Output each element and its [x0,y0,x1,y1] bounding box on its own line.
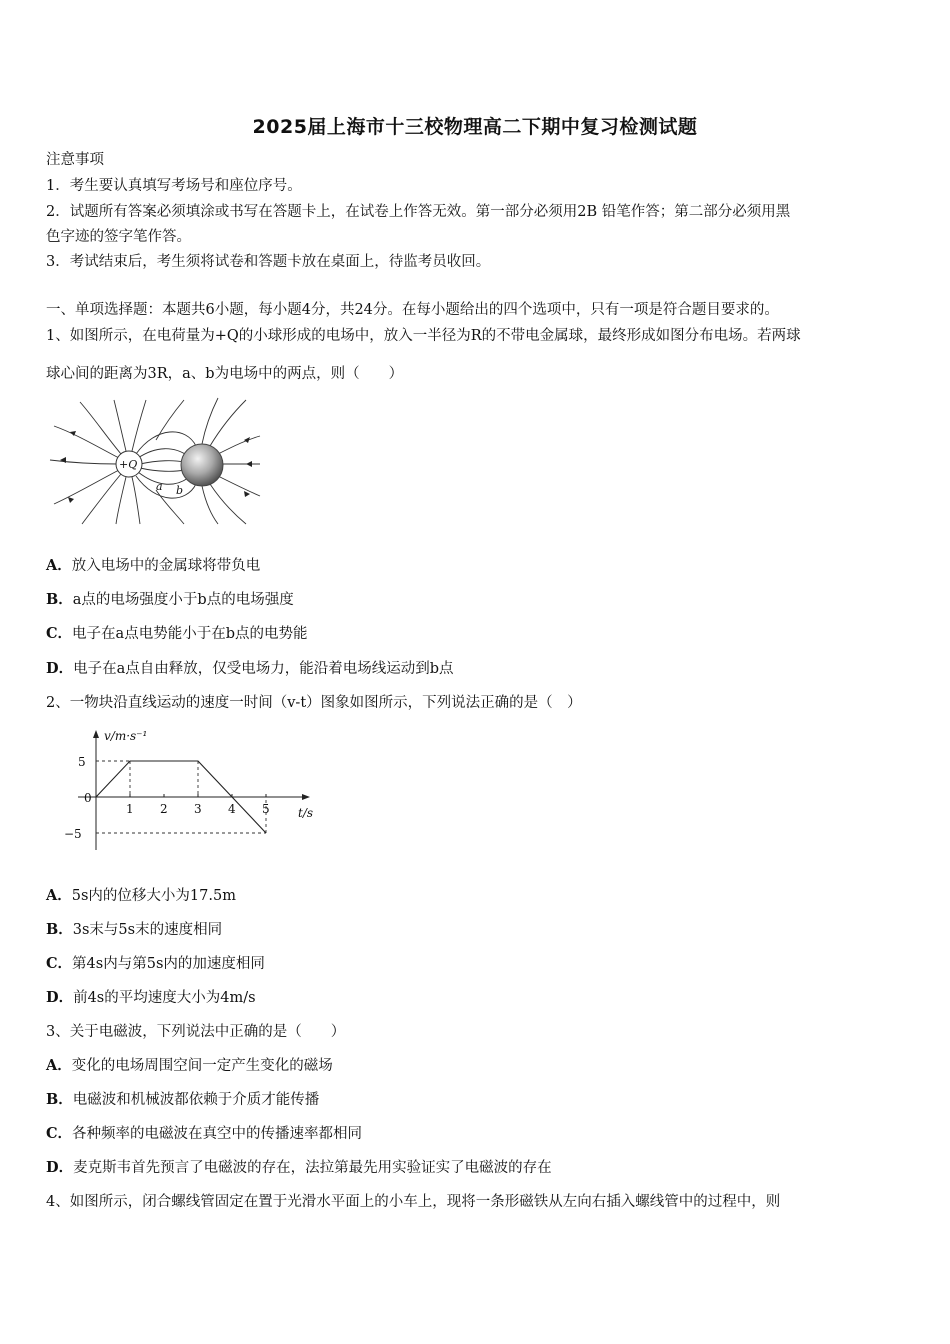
q3-option-b [46,1090,916,1110]
option-label: B． [46,591,73,608]
q1-option-a [46,556,916,576]
q2-option-d [46,988,916,1008]
x-axis-arrow [302,794,310,800]
option-label: A． [46,1057,72,1074]
option-text: 电子在a点电势能小于在b点的电势能 [72,626,308,642]
option-text: 前4s的平均速度大小为4m/s [73,990,256,1006]
q3-option-c [46,1124,916,1144]
q2-option-b [46,920,916,940]
vt-graph [58,726,338,856]
option-text: 3s末与5s末的速度相同 [72,922,223,938]
q3-stem: 3、关于电磁波，下列说法中正确的是（ ） [46,1024,346,1040]
option-text: 变化的电场周围空间一定产生变化的磁场 [71,1058,333,1074]
option-label: A． [46,887,72,904]
option-label: C． [46,955,73,972]
option-label: D． [46,989,74,1006]
q2-stem: 2、一物块沿直线运动的速度一时间（v-t）图象如图所示，下列说法正确的是（ ） [46,695,582,711]
option-label: A． [46,557,72,574]
option-label: C． [46,625,73,642]
x-tick-label: 4 [228,802,236,816]
x-axis-label: t/s [298,806,314,820]
q1-stem-line1: 1、如图所示，在电荷量为+Q的小球形成的电场中，放入一半径为R的不带电金属球，最终形成如图分布电场。若两球 [46,328,801,344]
q1-option-d [46,659,916,679]
note-item: 2．试题所有答案必须填涂或书写在答题卡上，在试卷上作答无效。第一部分必须用2B 铅笔作答；第二部分必须用黑 [46,204,791,220]
option-text: 各种频率的电磁波在真空中的传播速率都相同 [72,1126,363,1142]
y-axis-arrow [93,730,99,738]
q1-stem-line2: 球心间的距离为3R，a、b为电场中的两点，则（ ） [46,366,404,382]
charge-label: +Q [119,458,138,471]
x-tick-label: 0 [84,791,92,805]
q4-stem: 4、如图所示，闭合螺线管固定在置于光滑水平面上的小车上，现将一条形磁铁从左向右插入螺线管中的过程中，则 [46,1194,781,1210]
option-text: 电磁波和机械波都依赖于介质才能传播 [72,1092,320,1108]
section-header: 一、单项选择题：本题共6小题，每小题4分，共24分。在每小题给出的四个选项中，只有一项是符合题目要求的。 [46,302,779,318]
y-tick-label: 5 [78,755,86,769]
y-axis-label: v/m·s⁻¹ [104,729,148,743]
option-text: 放入电场中的金属球将带负电 [71,558,261,574]
q1-option-b [46,590,916,610]
option-text: 麦克斯韦首先预言了电磁波的存在，法拉第最先用实验证实了电磁波的存在 [73,1160,552,1176]
x-tick-label: 2 [160,802,168,816]
option-label: B． [46,1091,73,1108]
q2-option-c [46,954,916,974]
option-text: a点的电场强度小于b点的电场强度 [72,592,294,608]
option-label: B． [46,921,73,938]
note-item: 1．考生要认真填写考场号和座位序号。 [46,178,302,194]
notes-heading: 注意事项 [46,152,104,168]
q2-option-a [46,886,916,906]
page-title: 2025届上海市十三校物理高二下期中复习检测试题 [252,116,698,138]
electric-field-figure [46,396,262,526]
point-a-label: a [156,480,163,493]
q3-option-a [46,1056,916,1076]
note-item: 3．考试结束后，考生须将试卷和答题卡放在桌面上，待监考员收回。 [46,254,491,270]
note-item: 色字迹的签字笔作答。 [46,229,191,245]
option-label: D． [46,660,74,677]
x-tick-label: 1 [126,802,134,816]
option-text: 第4s内与第5s内的加速度相同 [72,956,265,972]
option-text: 电子在a点自由释放，仅受电场力，能沿着电场线运动到b点 [73,661,454,677]
option-label: D． [46,1159,74,1176]
y-tick-label: −5 [64,827,82,841]
option-text: 5s内的位移大小为17.5m [71,888,236,904]
x-tick-label: 3 [194,802,202,816]
q3-option-d [46,1158,916,1178]
x-tick-label: 5 [262,802,270,816]
point-b-label: b [176,484,184,497]
option-label: C． [46,1125,73,1142]
q1-option-c [46,624,916,644]
